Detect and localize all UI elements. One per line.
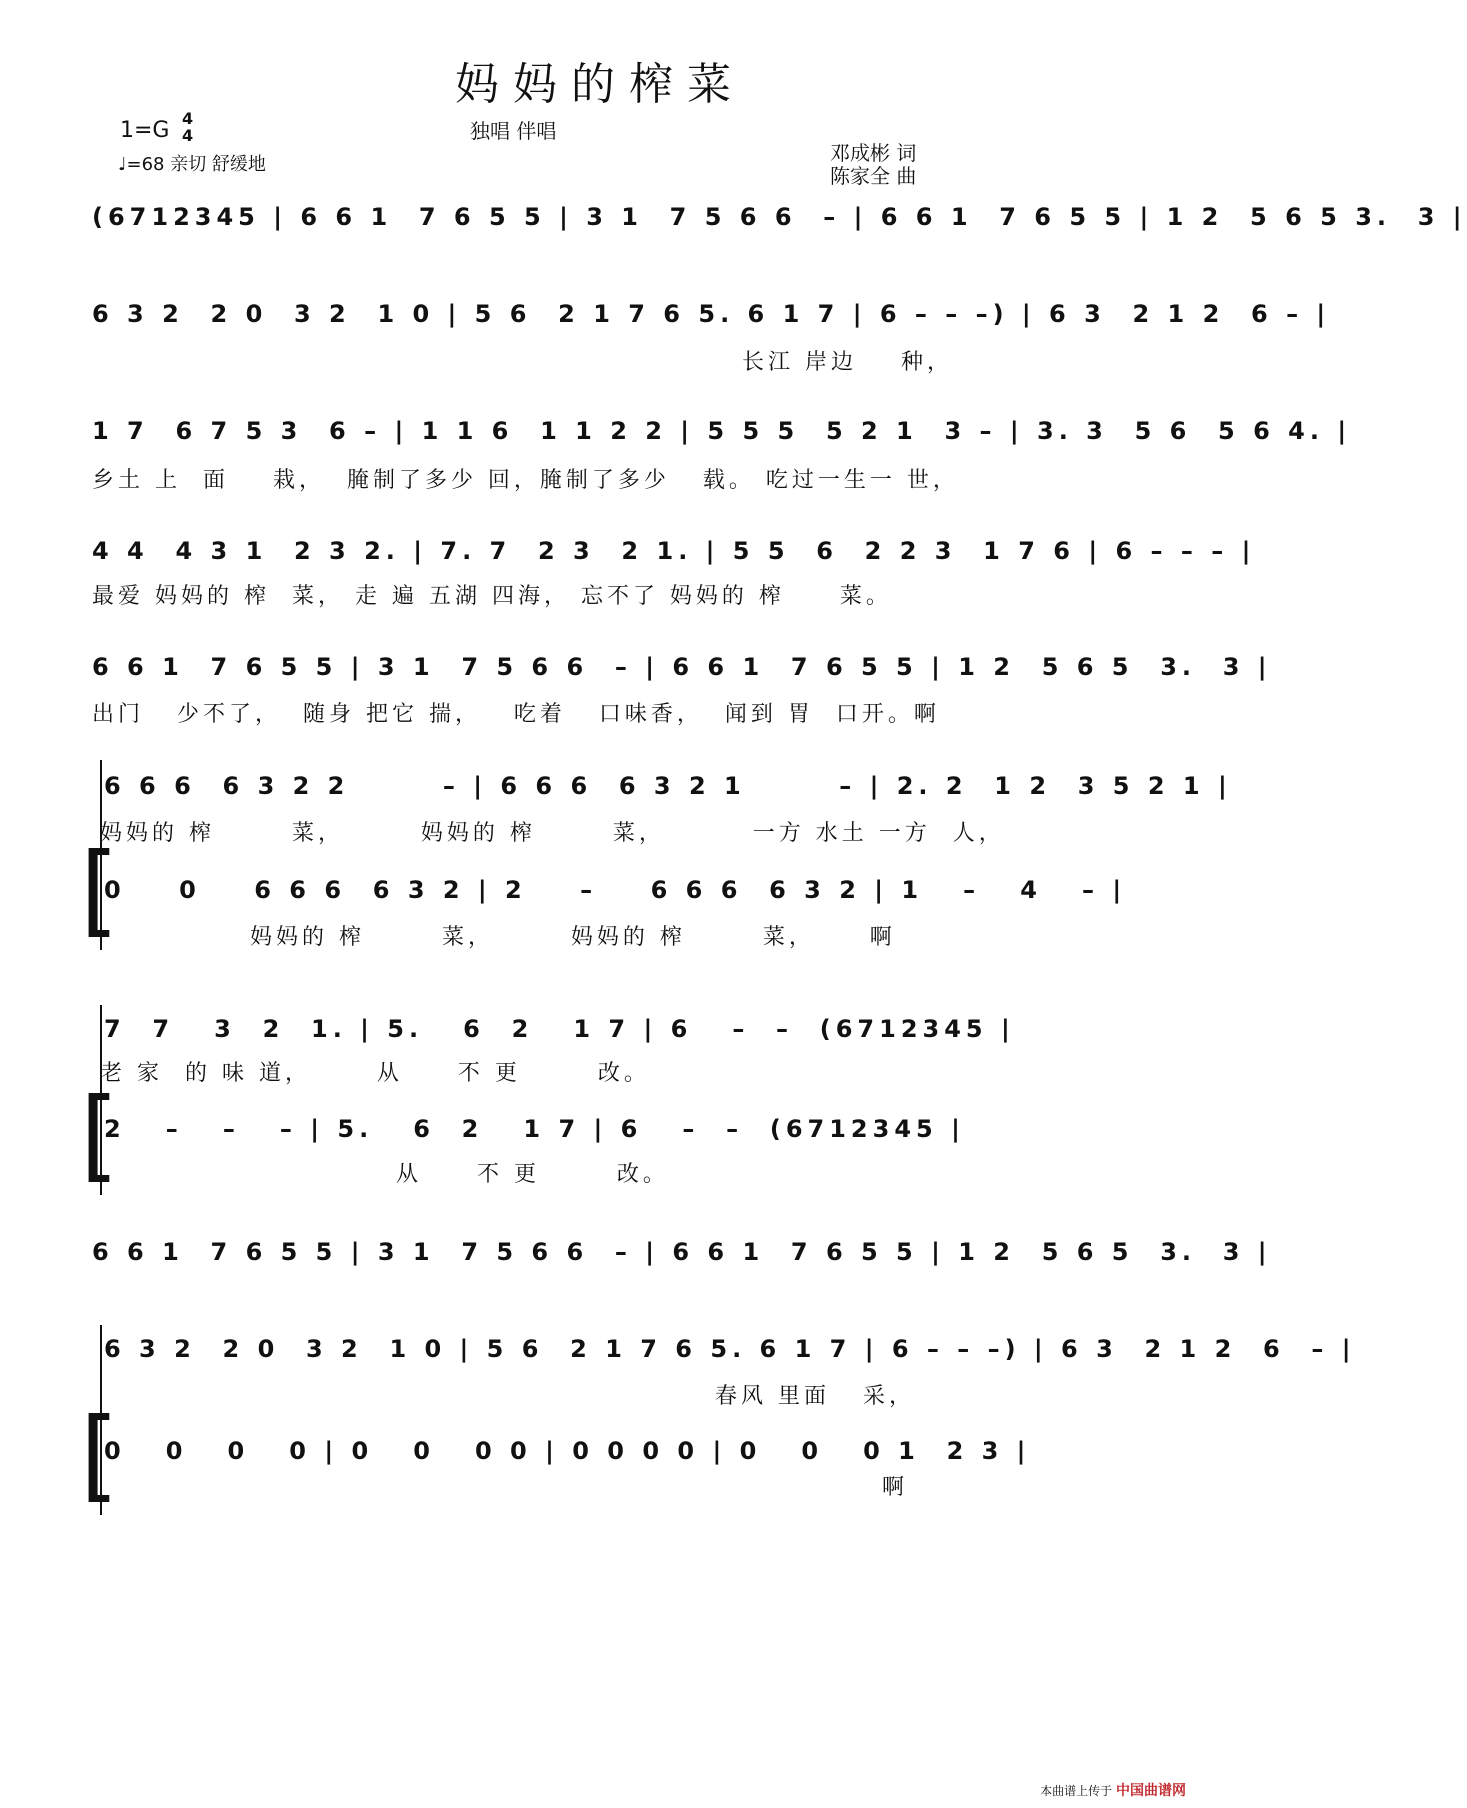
footer-text: 本曲谱上传于 — [1040, 1784, 1113, 1798]
tempo-marking: ♩=68 亲切 舒缓地 — [118, 154, 266, 175]
key-label: 1=G — [120, 118, 170, 143]
score-row-7-solo: 7 7 3 2 1. | 5. 6 2 1 7 | 6 – – (6712345 | — [104, 1015, 1015, 1043]
score-row-1: (6712345 | 6 6 1 7 6 5 5 | 3 1 7 5 6 6 – | 6 6 1 7 6 5 5 | 1 2 5 6 5 3. 3 | — [92, 203, 1467, 231]
time-signature-top: 4 — [182, 109, 194, 128]
score-row-8: 6 6 1 7 6 5 5 | 3 1 7 5 6 6 – | 6 6 1 7 6 5 5 | 1 2 5 6 5 3. 3 | — [92, 1238, 1272, 1266]
score-row-6-accomp: 0 0 6 6 6 6 3 2 | 2 – 6 6 6 6 3 2 | 1 – 4 – | — [104, 876, 1127, 904]
system-brace: [ — [80, 831, 120, 948]
score-row-4: 4 4 4 3 1 2 3 2. | 7. 7 2 3 2 1. | 5 5 6 2 2 3 1 7 6 | 6 – – – | — [92, 537, 1256, 565]
song-title: 妈妈的榨菜 — [455, 59, 745, 110]
lyric-row-4: 最爱 妈妈的 榨 菜， 走 遍 五湖 四海， 忘不了 妈妈的 榨 菜。 — [92, 584, 892, 609]
system-brace: [ — [80, 1076, 120, 1193]
lyricist-credit: 邓成彬 词 — [830, 141, 917, 165]
score-row-3: 1 7 6 7 5 3 6 – | 1 1 6 1 1 2 2 | 5 5 5 5 2 1 3 – | 3. 3 5 6 5 6 4. | — [92, 417, 1352, 445]
lyric-row-3: 乡土 上 面 栽， 腌制了多少 回，腌制了多少 载。 吃过一生一 世， — [92, 468, 959, 493]
system-brace: [ — [80, 1396, 120, 1513]
lyric-row-2: 长江 岸边 种， — [742, 350, 953, 375]
key-signature — [120, 109, 194, 145]
lyric-row-6-accomp: 妈妈的 榨 菜， 妈妈的 榨 菜， 啊 — [250, 925, 896, 950]
lyric-row-6-solo: 妈妈的 榨 菜， 妈妈的 榨 菜， 一方 水土 一方 人， — [100, 821, 1005, 846]
lyric-row-5: 出门 少不了， 随身 把它 揣， 吃着 口味香， 闻到 胃 口开。啊 — [92, 702, 940, 727]
score-row-2: 6 3 2 2 0 3 2 1 0 | 5 6 2 1 7 6 5. 6 1 7 | 6 – – –) | 6 3 2 1 2 6 – | — [92, 300, 1331, 328]
score-row-5: 6 6 1 7 6 5 5 | 3 1 7 5 6 6 – | 6 6 1 7 6 5 5 | 1 2 5 6 5 3. 3 | — [92, 653, 1272, 681]
score-row-7-accomp: 2 – – – | 5. 6 2 1 7 | 6 – – (6712345 | — [104, 1115, 965, 1143]
time-signature-bottom: 4 — [182, 126, 194, 145]
lyric-row-7-solo: 老 家 的 味 道， 从 不 更 改。 — [100, 1061, 650, 1086]
score-row-9-accomp: 0 0 0 0 | 0 0 0 0 | 0 0 0 0 | 0 0 0 1 2 3 | — [104, 1437, 1031, 1465]
score-row-9-solo: 6 3 2 2 0 3 2 1 0 | 5 6 2 1 7 6 5. 6 1 7 | 6 – – –) | 6 3 2 1 2 6 – | — [104, 1335, 1356, 1363]
composer-credit: 陈家全 曲 — [830, 164, 917, 188]
time-signature — [182, 110, 193, 144]
lyric-row-9-solo: 春风 里面 采， — [715, 1384, 915, 1409]
lyric-row-7-accomp: 从 不 更 改。 — [396, 1162, 669, 1187]
footer-credit — [1040, 1780, 1186, 1800]
footer-brand[interactable]: 中国曲谱网 — [1116, 1783, 1186, 1799]
performance-type: 独唱 伴唱 — [470, 119, 557, 143]
lyric-row-9-accomp: 啊 — [882, 1475, 909, 1500]
score-row-6-solo: 6 6 6 6 3 2 2 – | 6 6 6 6 3 2 1 – | 2. 2 1 2 3 5 2 1 | — [104, 772, 1232, 800]
